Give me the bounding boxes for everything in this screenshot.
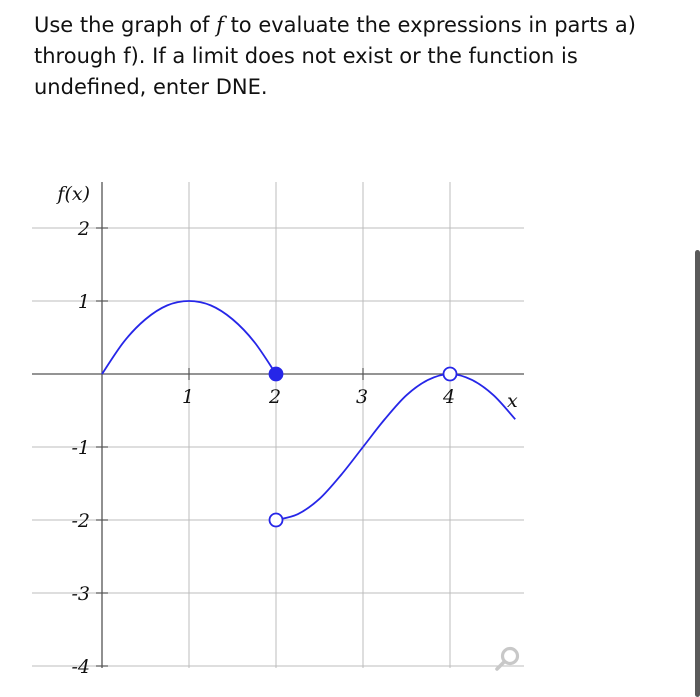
question-line-1-end: to evaluate the expressions in parts a) <box>223 13 636 37</box>
magnifier-handle <box>497 662 505 670</box>
open-point <box>270 514 283 527</box>
y-tick-label: 2 <box>77 218 90 240</box>
closed-point <box>270 368 283 381</box>
tick-labels <box>55 183 518 678</box>
open-point <box>444 368 457 381</box>
y-tick-label: -1 <box>71 437 90 459</box>
x-tick-label: 2 <box>269 386 282 408</box>
question-line-1-start: Use the graph of <box>34 13 217 37</box>
function-curves <box>102 301 515 520</box>
x-tick-label: 3 <box>356 386 369 408</box>
y-tick-label: 1 <box>77 291 90 313</box>
grid-lines <box>32 182 524 668</box>
y-tick-label: -2 <box>71 510 90 532</box>
y-tick-label: -4 <box>71 656 90 678</box>
y-axis-label: f(x) <box>57 183 90 205</box>
function-symbol: f <box>216 13 224 37</box>
x-tick-label: 1 <box>182 386 195 408</box>
question-line-3: undefined, enter DNE. <box>34 75 268 99</box>
question-line-2: through f). If a limit does not exist or the function is <box>34 44 578 68</box>
scrollbar[interactable] <box>695 250 700 697</box>
x-tick-label: 4 <box>443 386 456 408</box>
magnifier-icon[interactable] <box>494 645 524 675</box>
x-axis-label: x <box>507 390 518 412</box>
y-tick-label: -3 <box>71 583 90 605</box>
